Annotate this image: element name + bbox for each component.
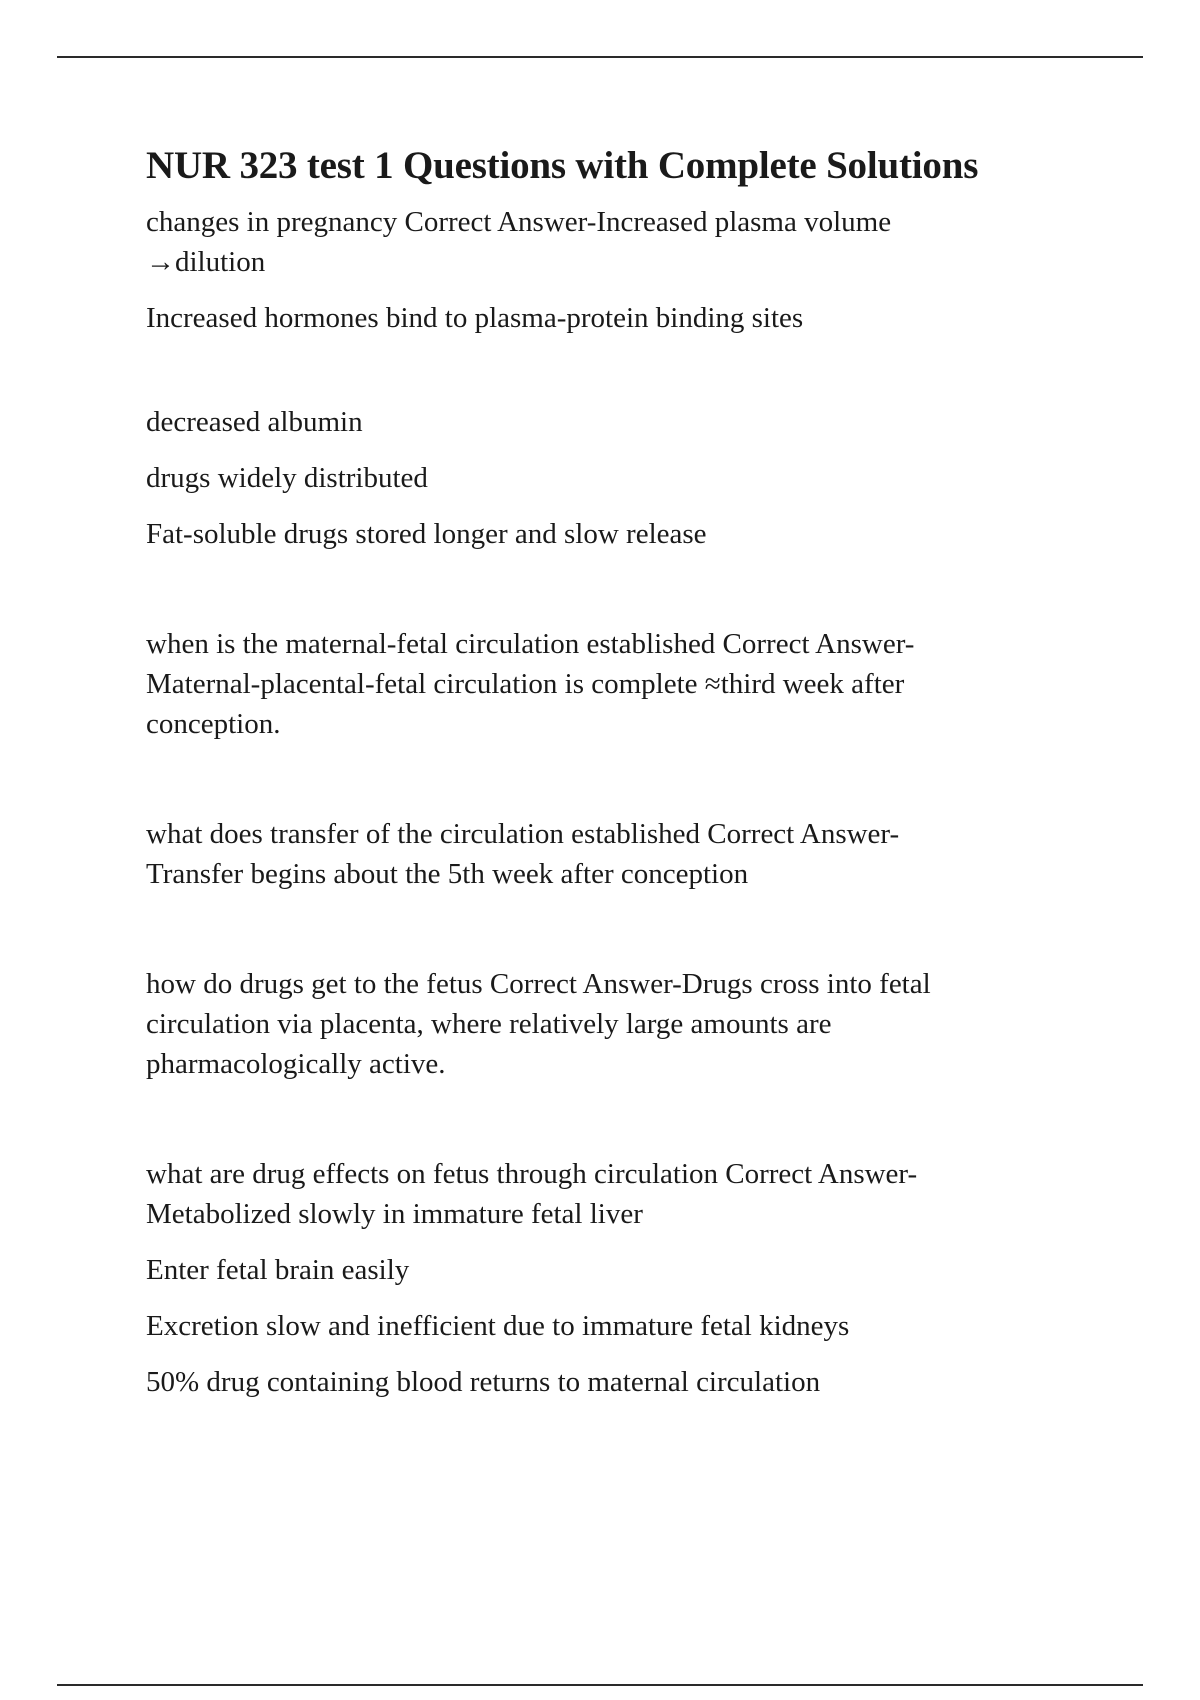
text-line: conception. [146,708,281,740]
document-body [146,140,1046,1402]
text-line: what does transfer of the circulation established Correct Answer- [146,818,900,850]
bottom-divider [57,1684,1143,1686]
top-divider [57,56,1143,58]
text-line: Metabolized slowly in immature fetal liver [146,1198,643,1230]
text-line: Increased hormones bind to plasma-protein binding sites [146,302,804,334]
text-line: decreased albumin [146,406,363,438]
text-line: Enter fetal brain easily [146,1254,410,1286]
text-line: drugs widely distributed [146,462,428,494]
text-line: 50% drug containing blood returns to maternal circulation [146,1366,821,1398]
text-line: Transfer begins about the 5th week after conception [146,858,749,890]
document-title: NUR 323 test 1 Questions with Complete Solutions [146,144,979,187]
text-line: Maternal-placental-fetal circulation is complete ≈third week after [146,668,905,700]
text-line: what are drug effects on fetus through circulation Correct Answer- [146,1158,918,1190]
text-line: when is the maternal-fetal circulation established Correct Answer- [146,628,915,660]
text-line: changes in pregnancy Correct Answer-Increased plasma volume [146,206,892,238]
text-line: circulation via placenta, where relatively large amounts are [146,1008,832,1040]
text-line: Excretion slow and inefficient due to immature fetal kidneys [146,1310,850,1342]
text-line: Fat-soluble drugs stored longer and slow release [146,518,707,550]
text-line: pharmacologically active. [146,1048,446,1080]
text-line: →dilution [146,246,266,278]
text-line: how do drugs get to the fetus Correct Answer-Drugs cross into fetal [146,968,931,1000]
